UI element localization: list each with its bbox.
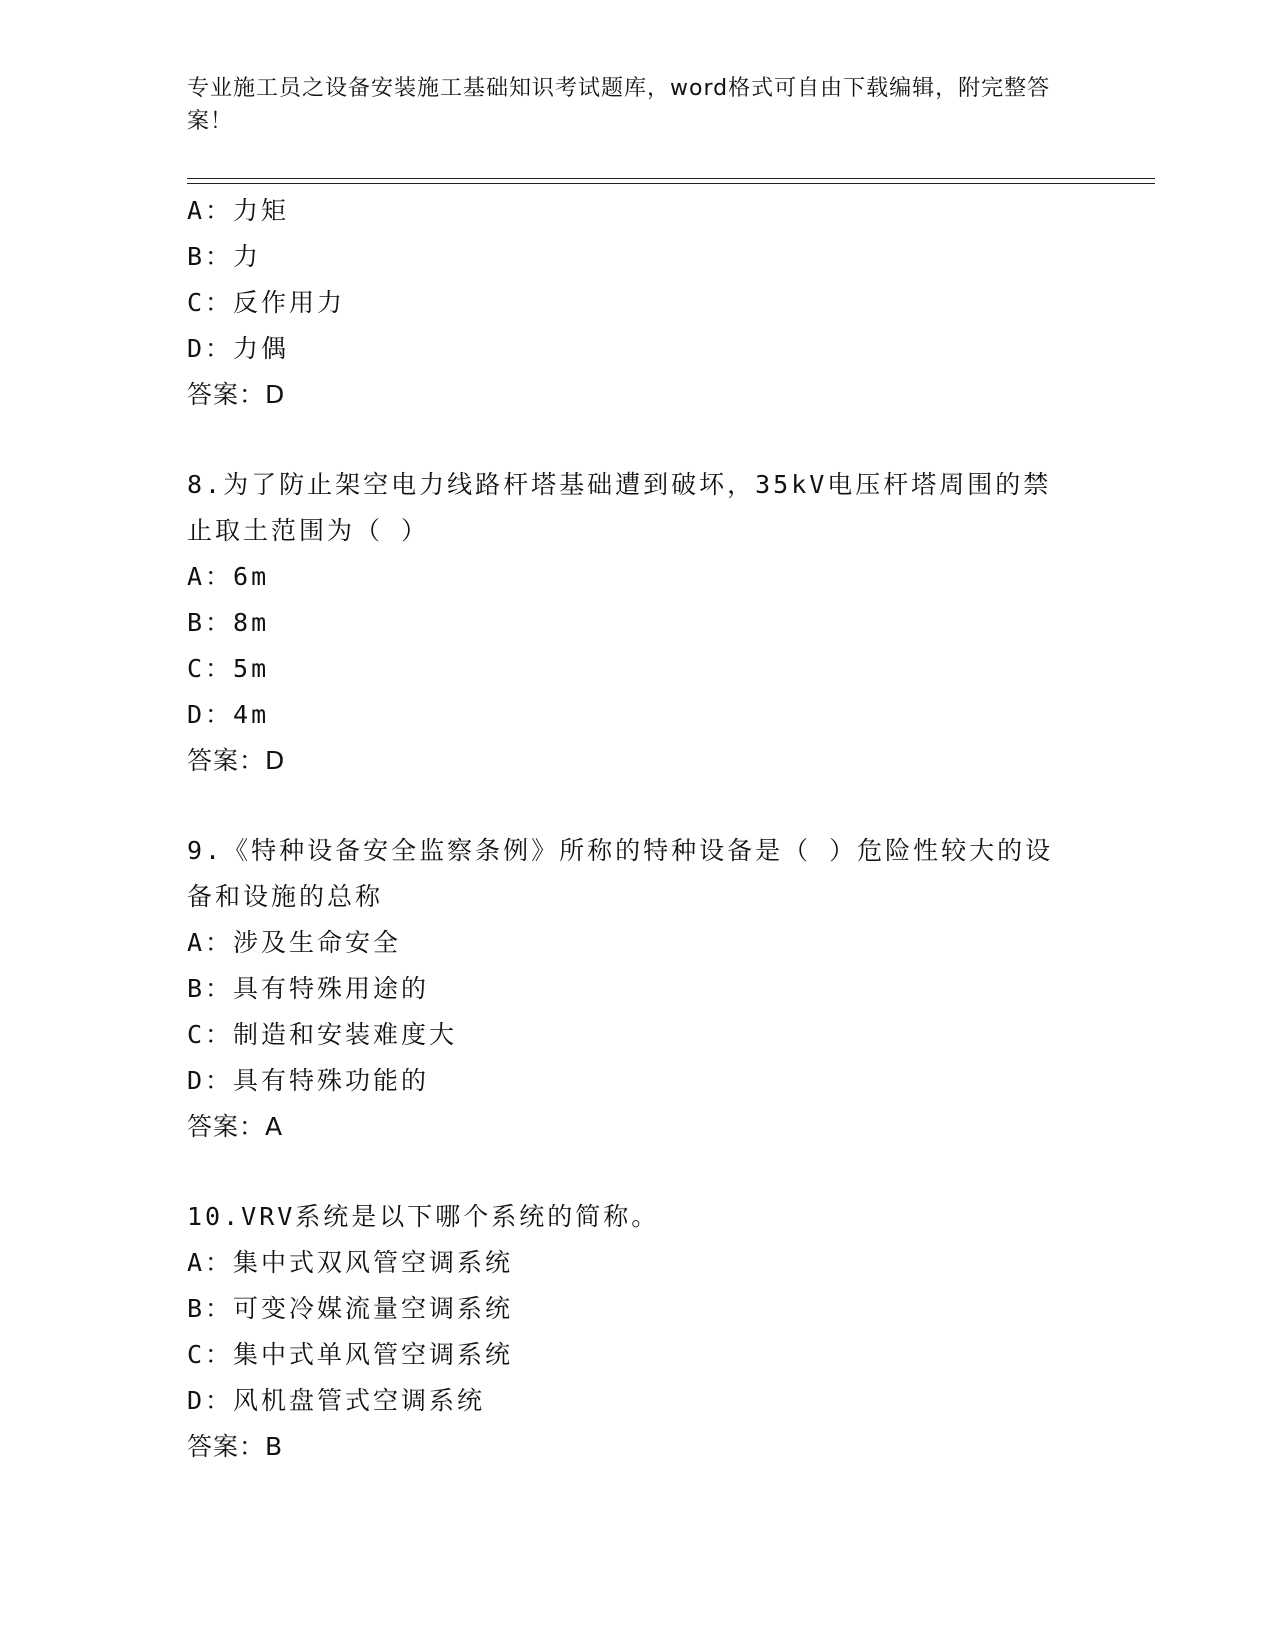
- question-7-continued: [187, 188, 1087, 418]
- option-b: B：可变冷媒流量空调系统: [187, 1294, 514, 1323]
- header-rule-top: [187, 178, 1155, 179]
- question-stem: 10.VRV系统是以下哪个系统的简称。: [187, 1202, 660, 1231]
- spacer: [187, 418, 1087, 462]
- spacer: [187, 784, 1087, 828]
- answer: 答案：B: [187, 1432, 284, 1461]
- option-b: B：力: [187, 242, 262, 271]
- option-b: B：具有特殊用途的: [187, 974, 430, 1003]
- option-c: C：反作用力: [187, 288, 346, 317]
- option-b: B：8m: [187, 608, 270, 637]
- answer: 答案：A: [187, 1112, 284, 1141]
- option-d: D：风机盘管式空调系统: [187, 1386, 486, 1415]
- header-rule-bottom: [187, 183, 1155, 184]
- option-a: A：力矩: [187, 196, 290, 225]
- option-a: A：6m: [187, 562, 270, 591]
- question-stem: 8.为了防止架空电力线路杆塔基础遭到破坏，35kV电压杆塔周围的禁止取土范围为（ ）: [187, 470, 1052, 545]
- question-8: [187, 462, 1087, 784]
- question-list: [187, 188, 1087, 1470]
- answer: 答案：D: [187, 380, 286, 409]
- answer: 答案：D: [187, 746, 286, 775]
- option-a: A：集中式双风管空调系统: [187, 1248, 514, 1277]
- option-d: D：力偶: [187, 334, 290, 363]
- option-d: D：4m: [187, 700, 270, 729]
- question-9: [187, 828, 1087, 1150]
- option-c: C：制造和安装难度大: [187, 1020, 458, 1049]
- option-c: C：集中式单风管空调系统: [187, 1340, 514, 1369]
- document-header: 专业施工员之设备安装施工基础知识考试题库，word格式可自由下载编辑，附完整答案！: [187, 76, 1051, 134]
- option-d: D：具有特殊功能的: [187, 1066, 430, 1095]
- option-c: C：5m: [187, 654, 270, 683]
- question-10: [187, 1194, 1087, 1470]
- option-a: A：涉及生命安全: [187, 928, 402, 957]
- question-stem: 9.《特种设备安全监察条例》所称的特种设备是（ ）危险性较大的设备和设施的总称: [187, 836, 1054, 911]
- spacer: [187, 1150, 1087, 1194]
